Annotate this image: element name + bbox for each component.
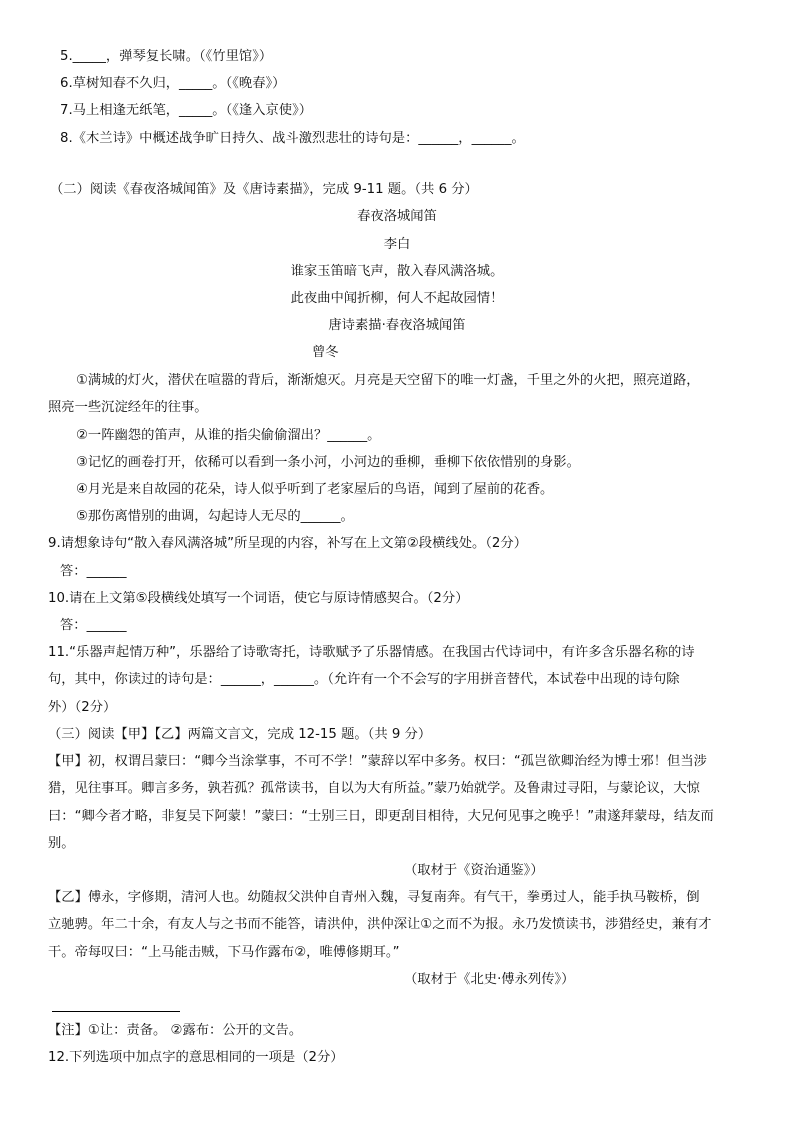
question-8: 8.《木兰诗》中概述战争旷日持久、战斗激烈悲壮的诗句是：______，______。 [60, 131, 525, 146]
passage-jia-line-4: 别。 [48, 836, 75, 851]
question-11-line-3: 外）（2分） [48, 700, 117, 715]
poem-title: 春夜洛城闻笛 [357, 209, 437, 224]
question-11-line-2: 句，其中，你读过的诗句是：______，______。（允许有一个不会写的字用拼音替代，本试卷中出现的诗句除 [48, 672, 680, 687]
footnote: 【注】①让：责备。 ②露布：公开的文告。 [48, 1023, 303, 1038]
sketch-author: 曾冬 [312, 345, 339, 360]
passage-jia-line-2: 猎，见往事耳。卿言多务，孰若孤？孤常读书，自以为大有所益。”蒙乃始就学。及鲁肃过寻阳，与蒙论议，大惊 [48, 781, 700, 796]
passage-jia-line-3: 曰：“卿今者才略，非复吴下阿蒙！”蒙曰：“士别三日，即更刮目相待，大兄何见事之晚乎！”肃遂拜蒙母，结友而 [48, 809, 714, 824]
passage-yi-source: （取材于《北史·傅永列传》） [404, 972, 575, 987]
paragraph-2: ②一阵幽怨的笛声，从谁的指尖偷偷溜出？______。 [76, 428, 381, 443]
paragraph-5: ⑤那伤离惜别的曲调，勾起诗人无尽的______。 [76, 509, 354, 524]
paragraph-1-line-2: 照亮一些沉淀经年的往事。 [48, 400, 208, 415]
question-12: 12.下列选项中加点字的意思相同的一项是（2分） [48, 1050, 344, 1065]
passage-yi-line-1: 【乙】傅永，字修期，清河人也。幼随叔父洪仲自青州入魏，寻复南奔。有气干，拳勇过人，能手执马鞍桥，倒 [48, 890, 700, 905]
question-5: 5._____，弹琴复长啸。（《竹里馆》） [60, 49, 273, 64]
question-7: 7.马上相逢无纸笔，_____。（《逢入京使》） [60, 103, 313, 118]
passage-jia-source: （取材于《资治通鉴》） [404, 863, 544, 878]
passage-jia-line-1: 【甲】初，权谓吕蒙曰：“卿今当涂掌事，不可不学！”蒙辞以军中多务。权曰：“孤岂欲卿治经为博士邪！但当涉 [48, 754, 707, 769]
paragraph-3: ③记忆的画卷打开，依稀可以看到一条小河，小河边的垂柳，垂柳下依依惜别的身影。 [76, 455, 580, 470]
question-6: 6.草树知春不久归，_____。（《晚春》） [60, 76, 286, 91]
paragraph-1-line-1: ①满城的灯火，潜伏在喧嚣的背后，渐渐熄灭。月亮是天空留下的唯一灯盏，千里之外的火把，照亮道路， [76, 373, 700, 388]
sketch-title: 唐诗素描·春夜洛城闻笛 [328, 318, 466, 333]
passage-yi-line-3: 干。帝每叹曰：“上马能击贼，下马作露布②，唯傅修期耳。” [48, 945, 400, 960]
question-9: 9.请想象诗句“散入春风满洛城”所呈现的内容，补写在上文第②段横线处。（2分） [48, 536, 527, 551]
question-10: 10.请在上文第⑤段横线处填写一个词语，使它与原诗情感契合。（2分） [48, 591, 469, 606]
poem-line-2: 此夜曲中闻折柳，何人不起故园情！ [290, 291, 504, 306]
passage-yi-line-2: 立驰骋。年二十余，有友人与之书而不能答，请洪仲，洪仲深让①之而不为报。永乃发愤读书，涉猎经史，兼有才 [48, 917, 712, 932]
answer-10: 答：______ [60, 618, 127, 633]
paragraph-4: ④月光是来自故园的花朵，诗人似乎听到了老家屋后的鸟语，闻到了屋前的花香。 [76, 482, 554, 497]
poem-line-1: 谁家玉笛暗飞声，散入春风满洛城。 [290, 264, 504, 279]
answer-9: 答：______ [60, 564, 127, 579]
footnote-divider [52, 1011, 180, 1012]
section-2-intro: （二）阅读《春夜洛城闻笛》及《唐诗素描》，完成 9-11 题。（共 6 分） [50, 182, 478, 197]
poem-author: 李白 [383, 237, 411, 252]
section-3-intro: （三）阅读【甲】【乙】两篇文言文，完成 12-15 题。（共 9 分） [48, 727, 432, 742]
question-11-line-1: 11.“乐器声起情万种”，乐器给了诗歌寄托，诗歌赋予了乐器情感。在我国古代诗词中，有许多含乐器名称的诗 [48, 645, 695, 660]
